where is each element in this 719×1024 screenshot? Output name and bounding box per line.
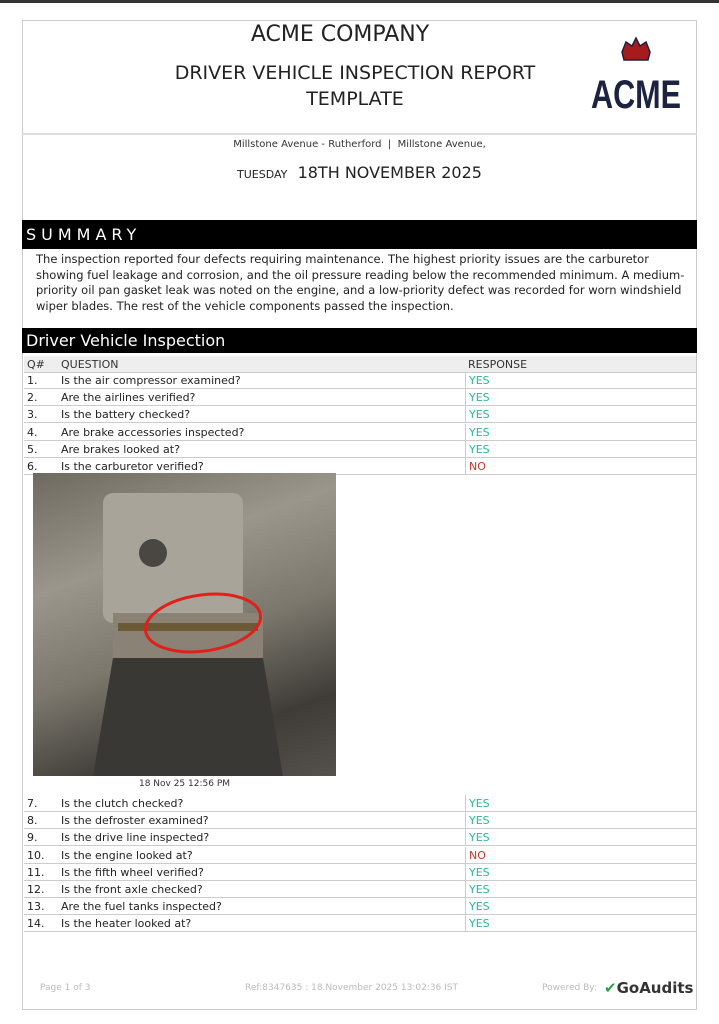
question-text: Is the carburetor verified?: [61, 460, 204, 473]
section-title: Driver Vehicle Inspection: [22, 328, 697, 353]
company-name: ACME COMPANY: [250, 22, 430, 47]
col-num: Q#: [27, 358, 45, 371]
response: YES: [465, 915, 490, 932]
question-number: 9.: [27, 831, 38, 845]
response: YES: [465, 424, 490, 441]
question-text: Is the air compressor examined?: [61, 374, 241, 387]
response: YES: [465, 898, 490, 915]
response: YES: [465, 864, 490, 881]
table-row: [24, 389, 696, 406]
divider: [22, 133, 697, 135]
response: YES: [465, 372, 490, 389]
question-number: 13.: [27, 900, 45, 914]
response: NO: [465, 847, 486, 864]
carburetor-photo[interactable]: [33, 473, 336, 776]
brand: GoAudits: [616, 979, 694, 997]
question-number: 10.: [27, 848, 45, 862]
question-number: 5.: [27, 442, 38, 456]
question-number: 8.: [27, 814, 38, 828]
table-row: [24, 406, 696, 423]
report-date: [22, 163, 697, 182]
address: Millstone Avenue - Rutherford | Millstone Avenue,: [233, 139, 486, 150]
col-response: RESPONSE: [468, 358, 528, 371]
question-text: Are brake accessories inspected?: [61, 425, 245, 439]
question-text: Is the drive line inspected?: [61, 831, 210, 845]
photo-caption: 18 Nov 25 12:56 PM: [138, 779, 231, 789]
svg-text:ACME: ACME: [591, 73, 681, 117]
summary-text: The inspection reported four defects requiring maintenance. The highest priority issues are the carburetor showing fuel leakage and corrosion, and the oil pressure reading below the recommended minimum. A medium-priority oil pan gasket leak was noted on the engine, and a low-priority defect was recorded for worn windshield wiper blades. The rest of the vehicle components passed the inspection.: [36, 252, 685, 313]
table-row: [24, 795, 696, 812]
response: YES: [465, 441, 490, 458]
question-number: 11.: [27, 865, 45, 879]
question-text: Are the airlines verified?: [61, 391, 196, 405]
question-text: Is the defroster examined?: [61, 814, 209, 828]
photo-drawing: [33, 473, 336, 776]
question-number: 1.: [27, 374, 38, 387]
question-text: Is the front axle checked?: [61, 883, 203, 896]
question-number: 2.: [27, 391, 38, 405]
question-text: Is the clutch checked?: [61, 797, 184, 810]
goaudits-logo: [604, 979, 693, 997]
question-number: 6.: [27, 460, 38, 473]
question-number: 4.: [27, 425, 38, 439]
acme-logo: [588, 36, 684, 116]
table-row: [24, 424, 696, 441]
top-bar: [0, 0, 719, 3]
response: YES: [465, 795, 490, 812]
question-number: 14.: [27, 917, 45, 931]
question-number: 7.: [27, 797, 38, 810]
question-text: Is the battery checked?: [61, 408, 191, 422]
powered-by: Powered By:: [542, 983, 598, 993]
question-text: Is the engine looked at?: [61, 848, 193, 862]
table-row: [24, 829, 696, 846]
question-text: Is the fifth wheel verified?: [61, 865, 204, 879]
table-row: [24, 864, 696, 881]
day: TUESDAY: [237, 168, 288, 181]
response: YES: [465, 389, 490, 406]
question-number: 12.: [27, 883, 45, 896]
table-row: [24, 898, 696, 915]
page-number: Page 1 of 3: [40, 983, 91, 993]
table-row: [24, 441, 696, 458]
reference: Ref:8347635 : 18.November 2025 13:02:36 IST: [245, 983, 459, 993]
response: YES: [465, 406, 490, 423]
table-row: [24, 881, 696, 898]
report-title: DRIVER VEHICLE INSPECTION REPORT TEMPLATE: [174, 62, 536, 110]
response: YES: [465, 812, 490, 829]
response: NO: [465, 458, 486, 475]
question-text: Is the heater looked at?: [61, 917, 192, 931]
table-row: [24, 915, 696, 932]
question-number: 3.: [27, 408, 38, 422]
table-header: [24, 356, 696, 373]
check-icon: ✔: [604, 979, 617, 997]
date: 18TH NOVEMBER 2025: [297, 163, 482, 182]
question-text: Are the fuel tanks inspected?: [61, 900, 222, 914]
response: YES: [465, 881, 490, 898]
col-question: QUESTION: [61, 358, 119, 371]
response: YES: [465, 829, 490, 846]
summary-heading: SUMMARY: [22, 220, 697, 249]
question-text: Are brakes looked at?: [61, 442, 180, 456]
table-row: [24, 372, 696, 389]
table-row: [24, 812, 696, 829]
table-row: [24, 847, 696, 864]
